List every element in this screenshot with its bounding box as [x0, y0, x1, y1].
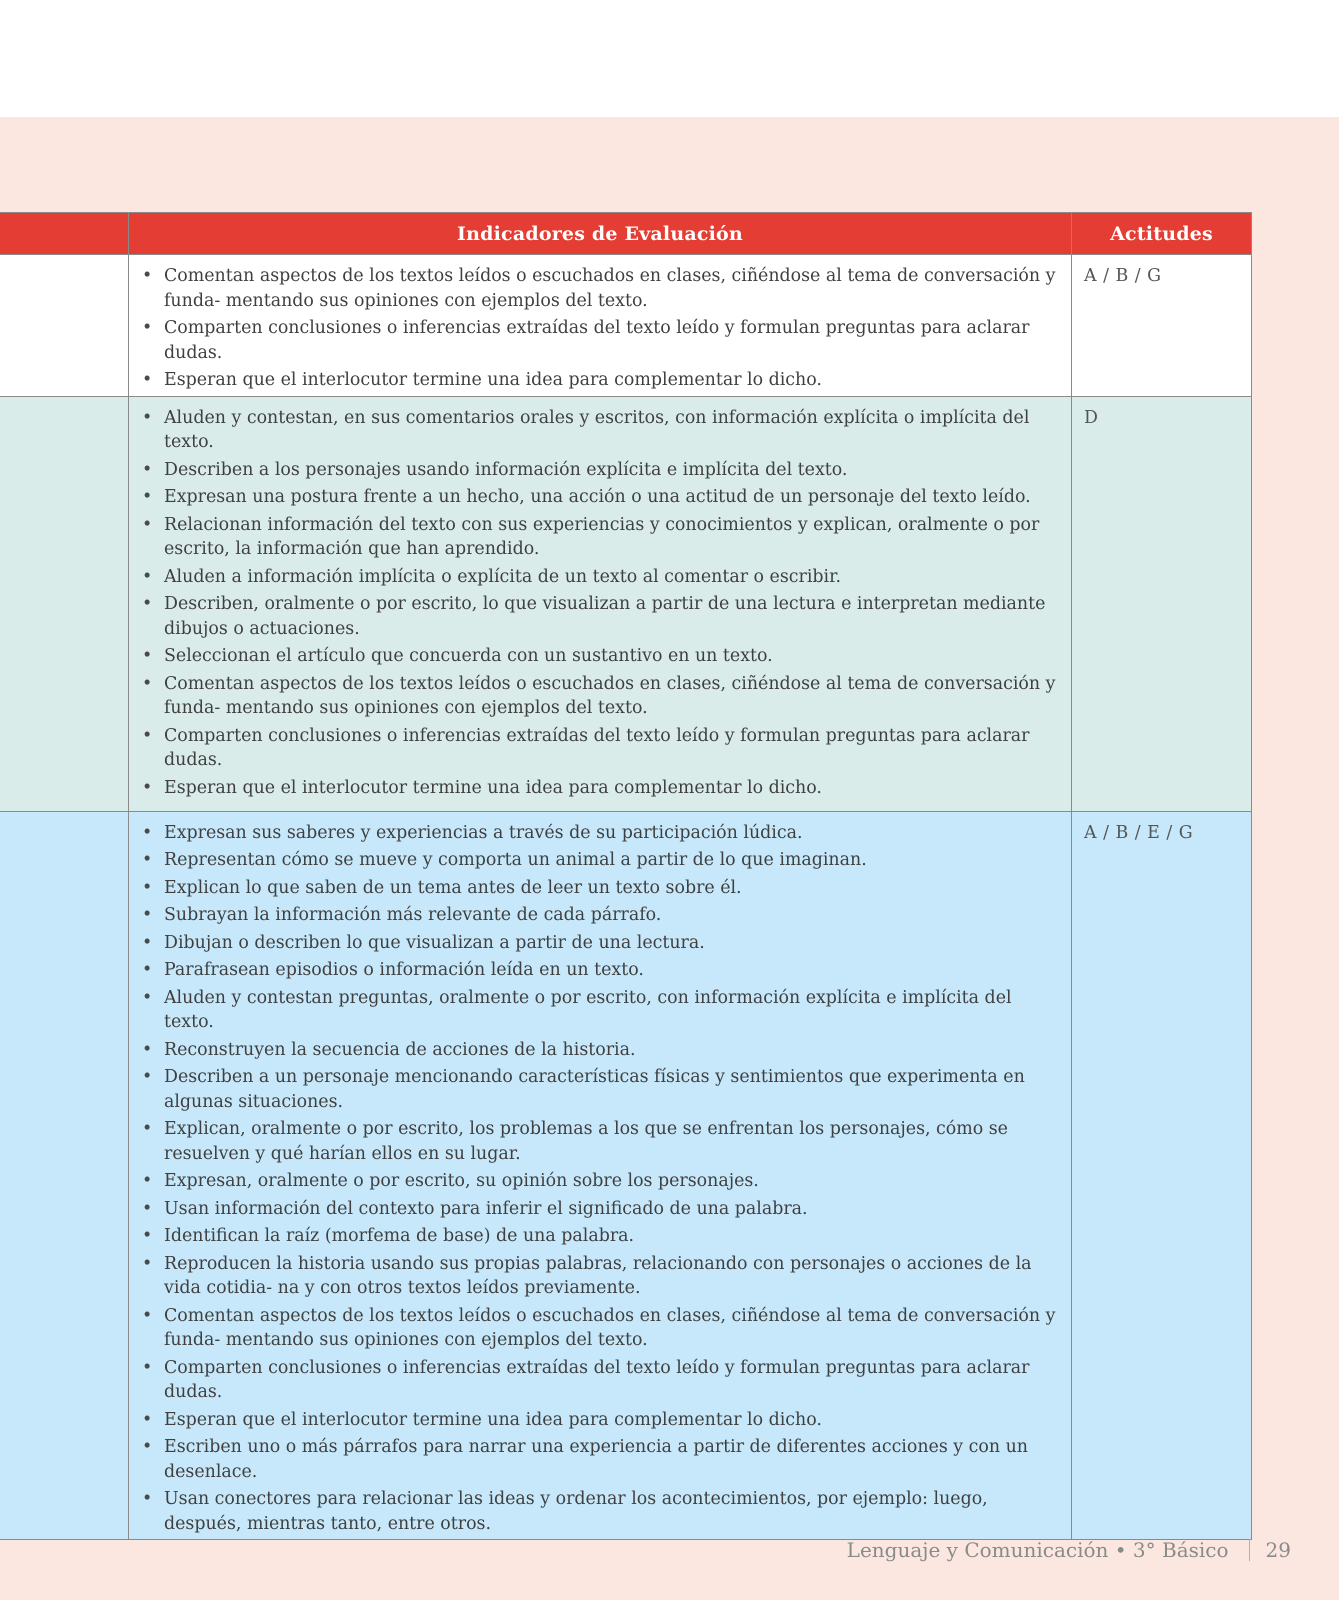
indicator-item: • Identifican la raíz (morfema de base) de una palabra. — [139, 1224, 1057, 1249]
indicator-list — [139, 821, 1057, 1537]
indicator-list — [139, 406, 1057, 801]
indicator-item: • Aluden y contestan, en sus comentarios orales y escritos, con información explícita o implícita del texto. — [139, 406, 1057, 455]
indicator-item: • Dibujan o describen lo que visualizan a partir de una lectura. — [139, 931, 1057, 956]
indicator-list — [139, 264, 1057, 393]
page-number: 29 — [1265, 1538, 1291, 1562]
row-first-cell — [0, 811, 129, 1540]
table-row — [0, 811, 1252, 1540]
indicator-item: • Parafrasean episodios o información leída en un texto. — [139, 958, 1057, 983]
footer-subject: Lenguaje y Comunicación • 3° Básico — [846, 1538, 1229, 1562]
indicator-item: • Expresan una postura frente a un hecho, una acción o una actitud de un personaje del texto leído. — [139, 485, 1057, 510]
indicator-item: • Reconstruyen la secuencia de acciones de la historia. — [139, 1038, 1057, 1063]
evaluation-table — [0, 212, 1252, 1540]
indicator-item: • Describen, oralmente o por escrito, lo que visualizan a partir de una lectura e interpretan mediante dibujos o actuaciones. — [139, 592, 1057, 641]
row-first-cell — [0, 255, 129, 397]
table-row — [0, 396, 1252, 811]
indicator-item: • Comentan aspectos de los textos leídos o escuchados en clases, ciñéndose al tema de conversación y funda- mentando sus opiniones con ejemplos del texto. — [139, 1304, 1057, 1353]
indicator-item: • Comparten conclusiones o inferencias extraídas del texto leído y formulan preguntas para aclarar dudas. — [139, 1356, 1057, 1405]
indicators-cell — [129, 811, 1072, 1540]
table-row — [0, 255, 1252, 397]
indicator-item: • Esperan que el interlocutor termine una idea para complementar lo dicho. — [139, 776, 1057, 801]
indicator-item: • Aluden a información implícita o explícita de un texto al comentar o escribir. — [139, 565, 1057, 590]
indicator-item: • Aluden y contestan preguntas, oralmente o por escrito, con información explícita e implícita del texto. — [139, 986, 1057, 1035]
row-first-cell — [0, 396, 129, 811]
indicators-cell — [129, 255, 1072, 397]
header-actitudes: Actitudes — [1072, 213, 1252, 255]
actitudes-cell: A / B / E / G — [1072, 811, 1252, 1540]
page-footer — [847, 1538, 1291, 1562]
indicator-item: • Usan información del contexto para inferir el significado de una palabra. — [139, 1197, 1057, 1222]
header-first-column — [0, 213, 129, 255]
indicator-item: • Expresan, oralmente o por escrito, su opinión sobre los personajes. — [139, 1169, 1057, 1194]
indicator-item: • Relacionan información del texto con sus experiencias y conocimientos y explican, oralmente o por escrito, la información que han aprendido. — [139, 513, 1057, 562]
indicator-item: • Comparten conclusiones o inferencias extraídas del texto leído y formulan preguntas para aclarar dudas. — [139, 724, 1057, 773]
indicator-item: • Describen a los personajes usando información explícita e implícita del texto. — [139, 458, 1057, 483]
indicator-item: • Escriben uno o más párrafos para narrar una experiencia a partir de diferentes acciones y con un desenlace. — [139, 1435, 1057, 1484]
indicator-item: • Expresan sus saberes y experiencias a través de su participación lúdica. — [139, 821, 1057, 846]
indicator-item: • Comentan aspectos de los textos leídos o escuchados en clases, ciñéndose al tema de conversación y funda- mentando sus opiniones con ejemplos del texto. — [139, 672, 1057, 721]
header-indicadores: Indicadores de Evaluación — [129, 213, 1072, 255]
indicator-item: • Reproducen la historia usando sus propias palabras, relacionando con personajes o acciones de la vida cotidia- na y con otros textos leídos previamente. — [139, 1252, 1057, 1301]
indicator-item: • Explican lo que saben de un tema antes de leer un texto sobre él. — [139, 876, 1057, 901]
indicator-item: • Seleccionan el artículo que concuerda con un sustantivo en un texto. — [139, 644, 1057, 669]
indicator-item: • Subrayan la información más relevante de cada párrafo. — [139, 903, 1057, 928]
actitudes-cell: D — [1072, 396, 1252, 811]
indicator-item: • Usan conectores para relacionar las ideas y ordenar los acontecimientos, por ejemplo: luego, después, mientras tanto, entre otros. — [139, 1487, 1057, 1536]
indicators-cell — [129, 396, 1072, 811]
indicator-item: • Comentan aspectos de los textos leídos o escuchados en clases, ciñéndose al tema de conversación y funda- mentando sus opiniones con ejemplos del texto. — [139, 264, 1057, 313]
indicator-item: • Representan cómo se mueve y comporta un animal a partir de lo que imaginan. — [139, 848, 1057, 873]
indicator-item: • Describen a un personaje mencionando características físicas y sentimientos que experimenta en algunas situaciones. — [139, 1065, 1057, 1114]
indicator-item: • Comparten conclusiones o inferencias extraídas del texto leído y formulan preguntas para aclarar dudas. — [139, 316, 1057, 365]
table-header-row — [0, 213, 1252, 255]
indicator-item: • Explican, oralmente o por escrito, los problemas a los que se enfrentan los personajes, cómo se resuelven y qué harían ellos en su lugar. — [139, 1117, 1057, 1166]
indicator-item: • Esperan que el interlocutor termine una idea para complementar lo dicho. — [139, 1408, 1057, 1433]
indicator-item: • Esperan que el interlocutor termine una idea para complementar lo dicho. — [139, 368, 1057, 393]
footer-divider — [1249, 1539, 1250, 1561]
actitudes-cell: A / B / G — [1072, 255, 1252, 397]
